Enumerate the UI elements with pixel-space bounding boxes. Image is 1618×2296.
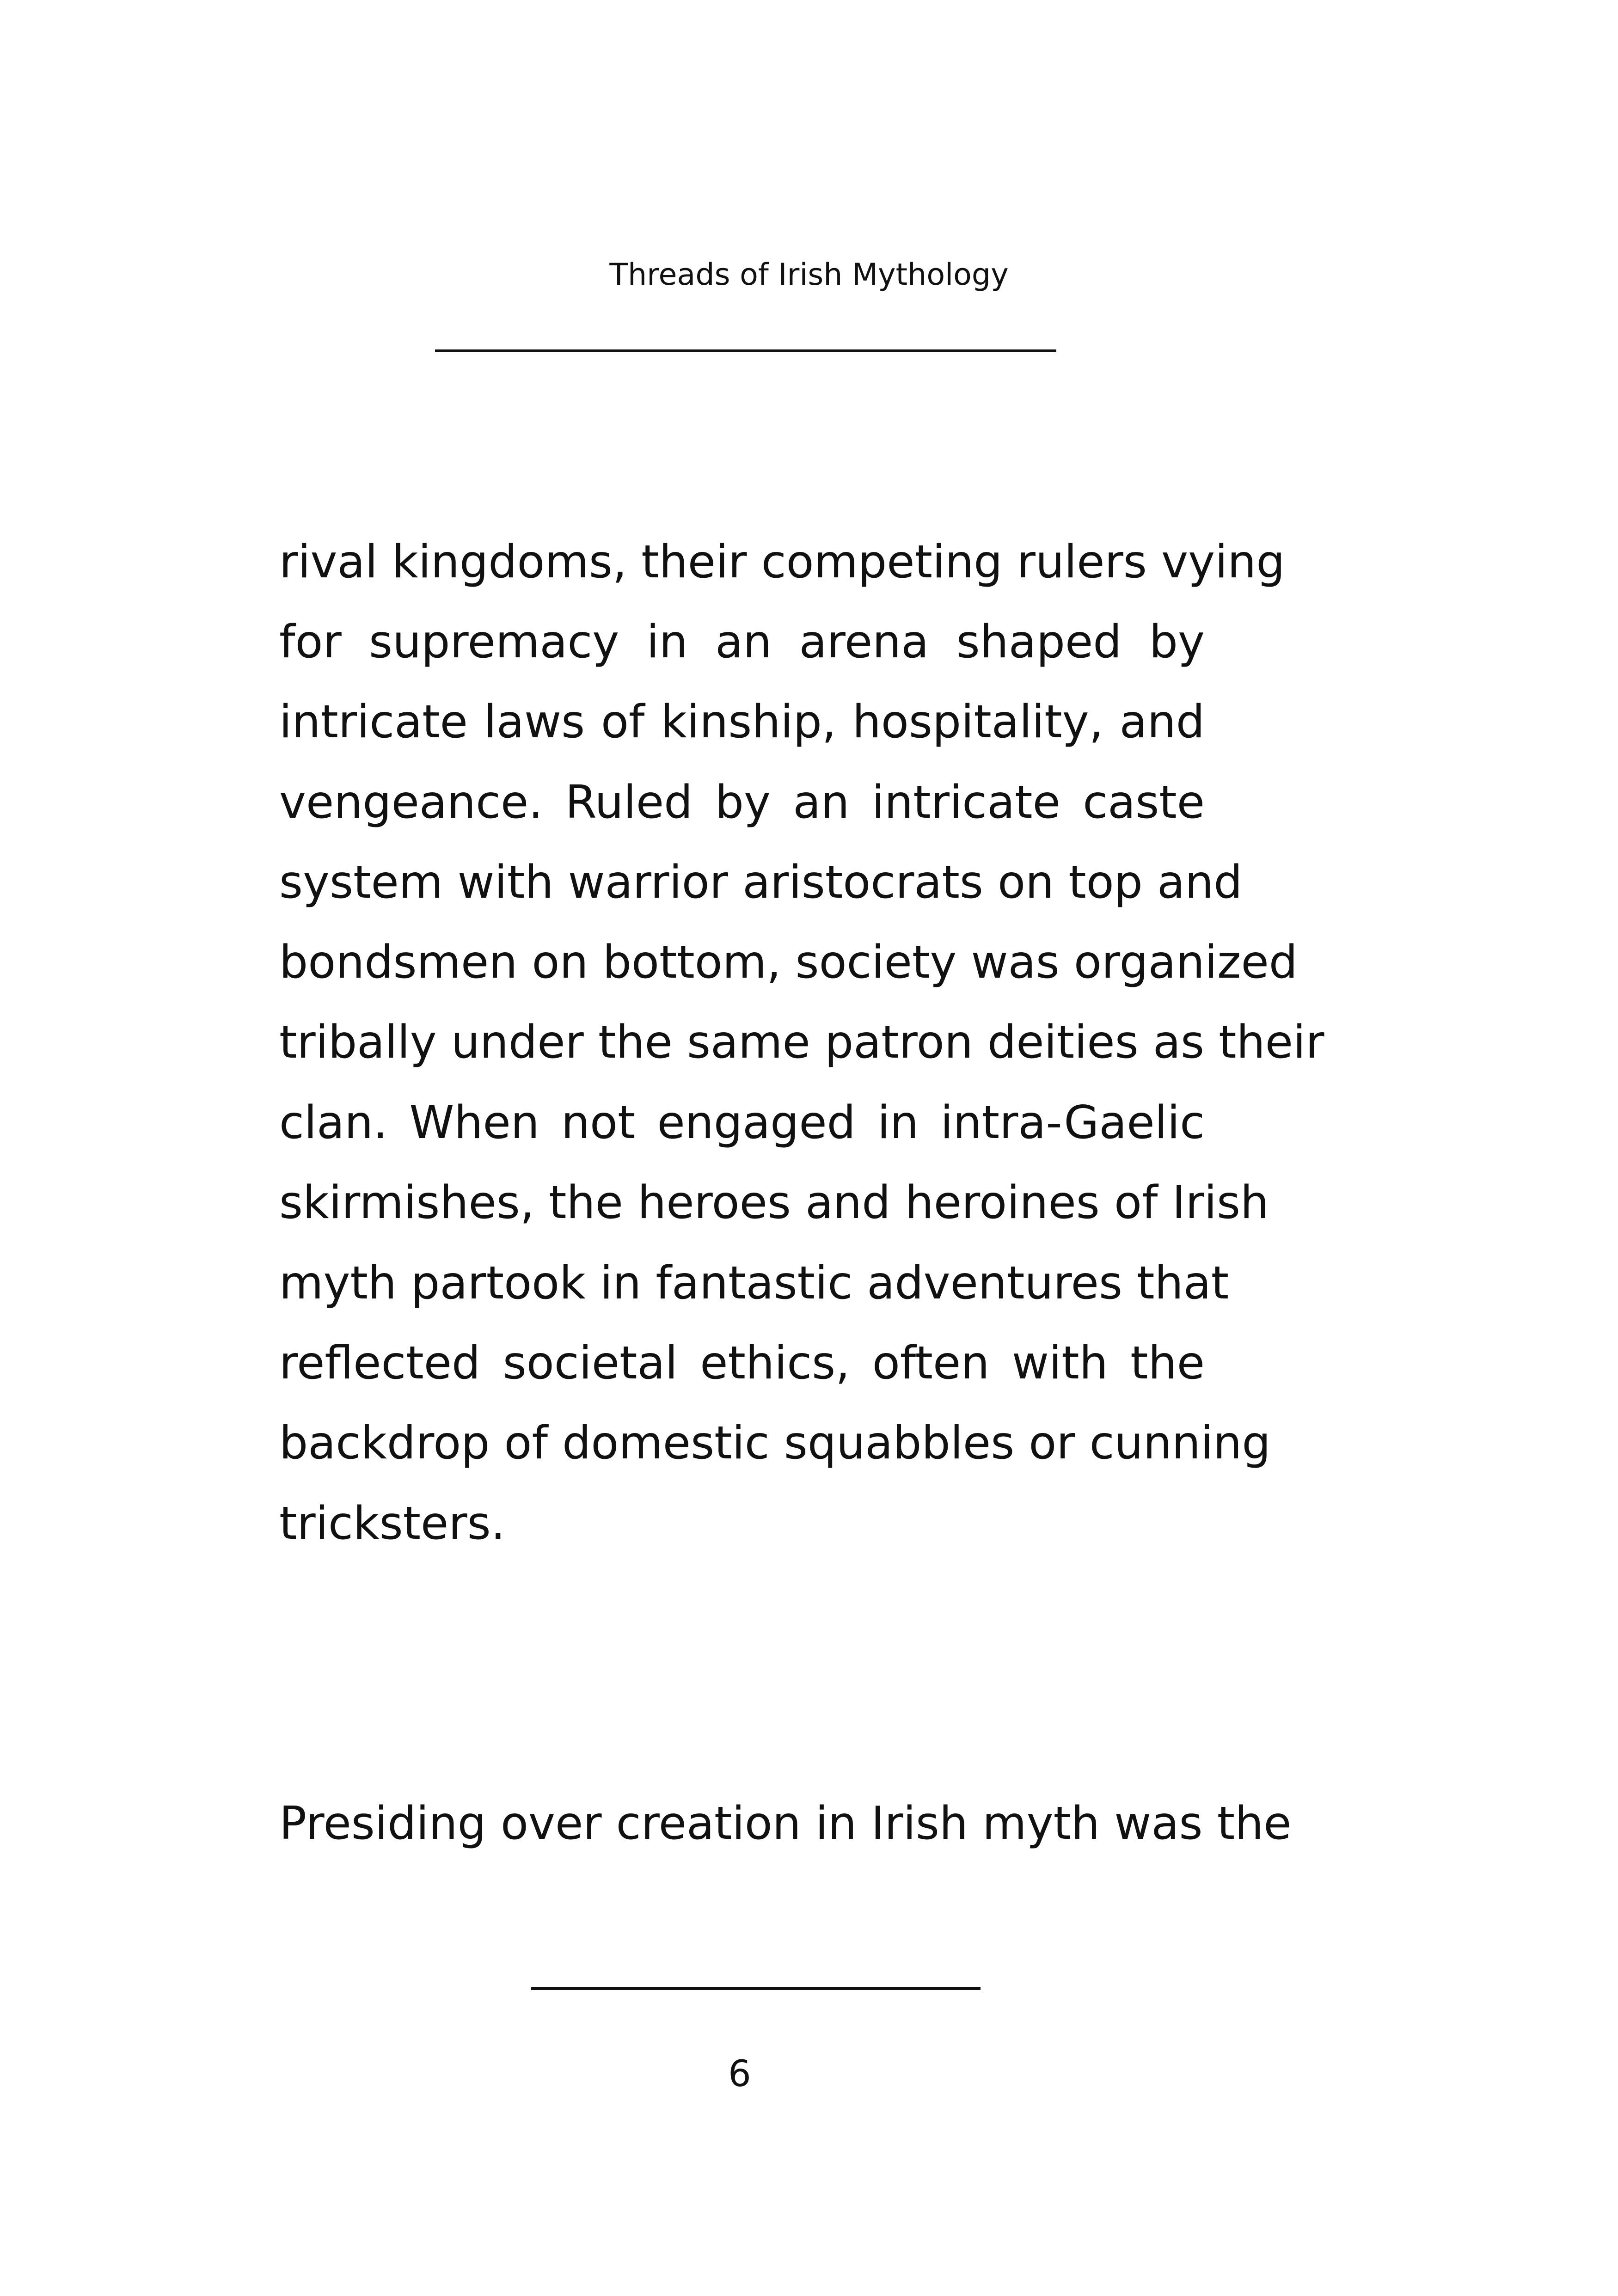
- paragraph-1-line-7: tribally under the same patron deities as their: [279, 1016, 1324, 1069]
- paragraph-1-line-2: for supremacy in an arena shaped by: [279, 616, 1205, 668]
- paragraph-1-line-9: skirmishes, the heroes and heroines of Irish: [279, 1176, 1269, 1229]
- footer-divider: [531, 1987, 981, 1990]
- paragraph-1-line-1: rival kingdoms, their competing rulers vying: [279, 536, 1285, 588]
- page-number: 6: [728, 2053, 751, 2095]
- paragraph-1-line-5: system with warrior aristocrats on top and: [279, 856, 1243, 909]
- paragraph-1-line-13: tricksters.: [279, 1497, 505, 1550]
- header-divider: [435, 349, 1056, 352]
- paragraph-1-line-3: intricate laws of kinship, hospitality, and: [279, 696, 1205, 748]
- paragraph-1-line-6: bondsmen on bottom, society was organized: [279, 936, 1298, 989]
- paragraph-1-line-4: vengeance. Ruled by an intricate caste: [279, 776, 1205, 829]
- paragraph-1-line-8: clan. When not engaged in intra-Gaelic: [279, 1096, 1205, 1149]
- paragraph-1-line-11: reflected societal ethics, often with the: [279, 1337, 1205, 1390]
- paragraph-1-line-12: backdrop of domestic squabbles or cunning: [279, 1417, 1271, 1469]
- paragraph-1-line-10: myth partook in fantastic adventures that: [279, 1257, 1229, 1310]
- running-header: Threads of Irish Mythology: [609, 257, 1009, 292]
- paragraph-2-line-1: Presiding over creation in Irish myth was the: [279, 1797, 1292, 1850]
